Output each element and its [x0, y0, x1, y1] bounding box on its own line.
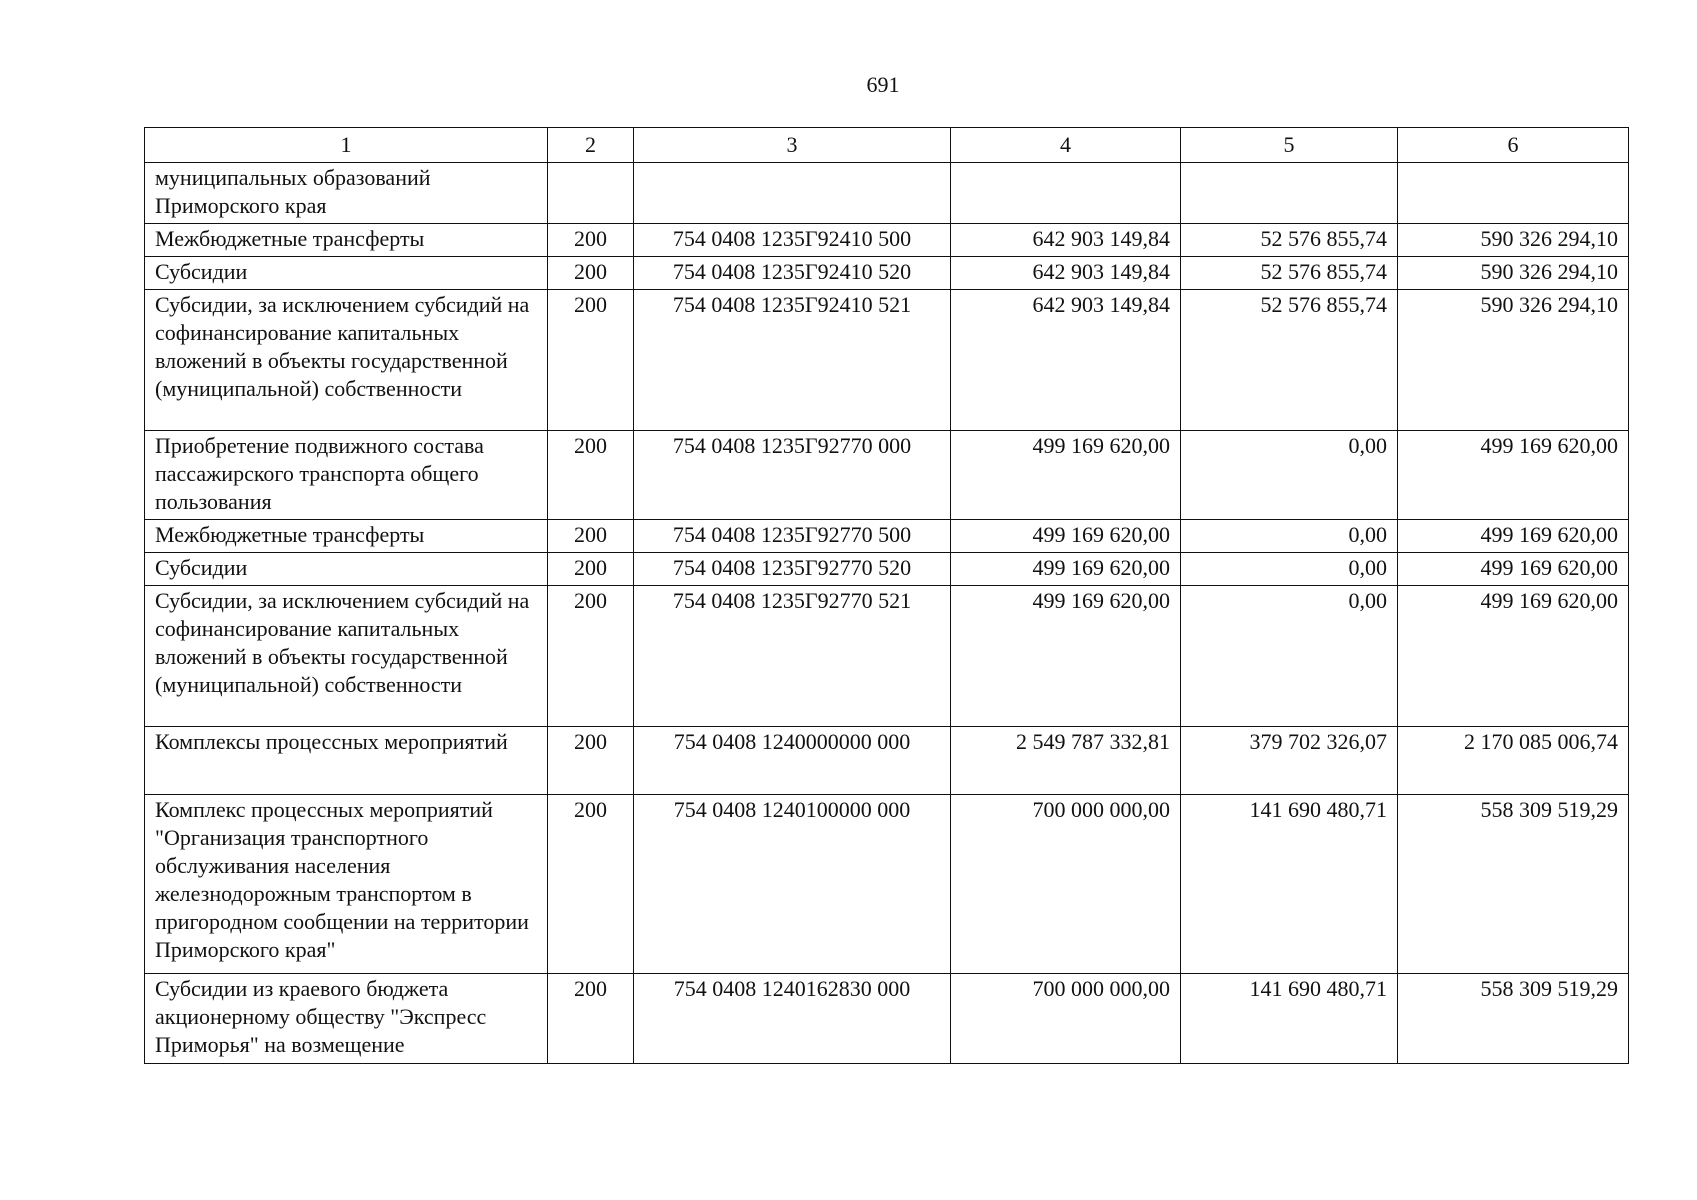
row-value-4 [951, 163, 1181, 224]
row-classification-code: 754 0408 1235Г92770 520 [634, 553, 951, 586]
row-value-5 [1181, 163, 1398, 224]
table-row [145, 553, 1629, 586]
row-classification-code: 754 0408 1235Г92410 500 [634, 224, 951, 257]
table-row [145, 520, 1629, 553]
row-value-6: 558 309 519,29 [1398, 795, 1629, 974]
row-name: муниципальных образований Приморского края [145, 163, 548, 224]
row-classification-code: 754 0408 1235Г92770 500 [634, 520, 951, 553]
column-header-5: 5 [1181, 128, 1398, 163]
table-row [145, 586, 1629, 727]
row-classification-code: 754 0408 1235Г92410 520 [634, 257, 951, 290]
row-classification-code: 754 0408 1235Г92410 521 [634, 290, 951, 431]
row-classification-code: 754 0408 1235Г92770 000 [634, 431, 951, 520]
row-name: Субсидии из краевого бюджета акционерному обществу "Экспресс Приморья" на возмещение [145, 974, 548, 1064]
row-code: 200 [548, 257, 634, 290]
row-value-6: 499 169 620,00 [1398, 520, 1629, 553]
table-header-row [145, 128, 1629, 163]
row-code: 200 [548, 290, 634, 431]
row-classification-code [634, 163, 951, 224]
row-code: 200 [548, 974, 634, 1064]
row-value-4: 499 169 620,00 [951, 553, 1181, 586]
table-row [145, 431, 1629, 520]
row-value-4: 499 169 620,00 [951, 586, 1181, 727]
row-name: Межбюджетные трансферты [145, 520, 548, 553]
column-header-3: 3 [634, 128, 951, 163]
row-classification-code: 754 0408 1235Г92770 521 [634, 586, 951, 727]
row-classification-code: 754 0408 1240100000 000 [634, 795, 951, 974]
row-name: Межбюджетные трансферты [145, 224, 548, 257]
table-row [145, 257, 1629, 290]
row-code: 200 [548, 520, 634, 553]
row-classification-code: 754 0408 1240162830 000 [634, 974, 951, 1064]
column-header-1: 1 [145, 128, 548, 163]
row-value-5: 0,00 [1181, 431, 1398, 520]
row-value-6: 558 309 519,29 [1398, 974, 1629, 1064]
row-value-5: 141 690 480,71 [1181, 974, 1398, 1064]
table-row [145, 974, 1629, 1064]
row-value-4: 499 169 620,00 [951, 520, 1181, 553]
page-number: 691 [866, 72, 900, 97]
row-code: 200 [548, 431, 634, 520]
table-row [145, 224, 1629, 257]
row-value-4: 642 903 149,84 [951, 224, 1181, 257]
row-code: 200 [548, 795, 634, 974]
row-value-5: 52 576 855,74 [1181, 224, 1398, 257]
column-header-2: 2 [548, 128, 634, 163]
row-value-4: 642 903 149,84 [951, 290, 1181, 431]
table-row [145, 163, 1629, 224]
row-value-4: 499 169 620,00 [951, 431, 1181, 520]
budget-table [144, 127, 1629, 1064]
row-value-5: 52 576 855,74 [1181, 257, 1398, 290]
row-name: Субсидии, за исключением субсидий на софинансирование капитальных вложений в объекты государственной (муниципальной) собственности [145, 290, 548, 431]
row-value-5: 0,00 [1181, 520, 1398, 553]
row-value-4: 700 000 000,00 [951, 795, 1181, 974]
row-value-4: 2 549 787 332,81 [951, 727, 1181, 795]
row-code: 200 [548, 553, 634, 586]
table-row [145, 290, 1629, 431]
row-name: Субсидии [145, 257, 548, 290]
row-value-4: 642 903 149,84 [951, 257, 1181, 290]
column-header-6: 6 [1398, 128, 1629, 163]
row-value-5: 141 690 480,71 [1181, 795, 1398, 974]
row-name: Субсидии [145, 553, 548, 586]
table-row [145, 795, 1629, 974]
row-value-6: 2 170 085 006,74 [1398, 727, 1629, 795]
row-value-5: 379 702 326,07 [1181, 727, 1398, 795]
row-value-6: 590 326 294,10 [1398, 224, 1629, 257]
row-code: 200 [548, 224, 634, 257]
row-code [548, 163, 634, 224]
row-name: Комплексы процессных мероприятий [145, 727, 548, 795]
table-row [145, 727, 1629, 795]
row-name: Приобретение подвижного состава пассажирского транспорта общего пользования [145, 431, 548, 520]
row-value-6: 499 169 620,00 [1398, 586, 1629, 727]
row-value-5: 52 576 855,74 [1181, 290, 1398, 431]
row-value-5: 0,00 [1181, 553, 1398, 586]
row-code: 200 [548, 727, 634, 795]
row-value-6: 590 326 294,10 [1398, 257, 1629, 290]
row-name: Комплекс процессных мероприятий "Организация транспортного обслуживания населения железнодорожным транспортом в пригородном сообщении на территории Приморского края" [145, 795, 548, 974]
row-value-6: 499 169 620,00 [1398, 431, 1629, 520]
row-classification-code: 754 0408 1240000000 000 [634, 727, 951, 795]
row-value-6: 499 169 620,00 [1398, 553, 1629, 586]
row-value-6 [1398, 163, 1629, 224]
row-code: 200 [548, 586, 634, 727]
row-name: Субсидии, за исключением субсидий на софинансирование капитальных вложений в объекты государственной (муниципальной) собственности [145, 586, 548, 727]
row-value-4: 700 000 000,00 [951, 974, 1181, 1064]
row-value-6: 590 326 294,10 [1398, 290, 1629, 431]
row-value-5: 0,00 [1181, 586, 1398, 727]
column-header-4: 4 [951, 128, 1181, 163]
